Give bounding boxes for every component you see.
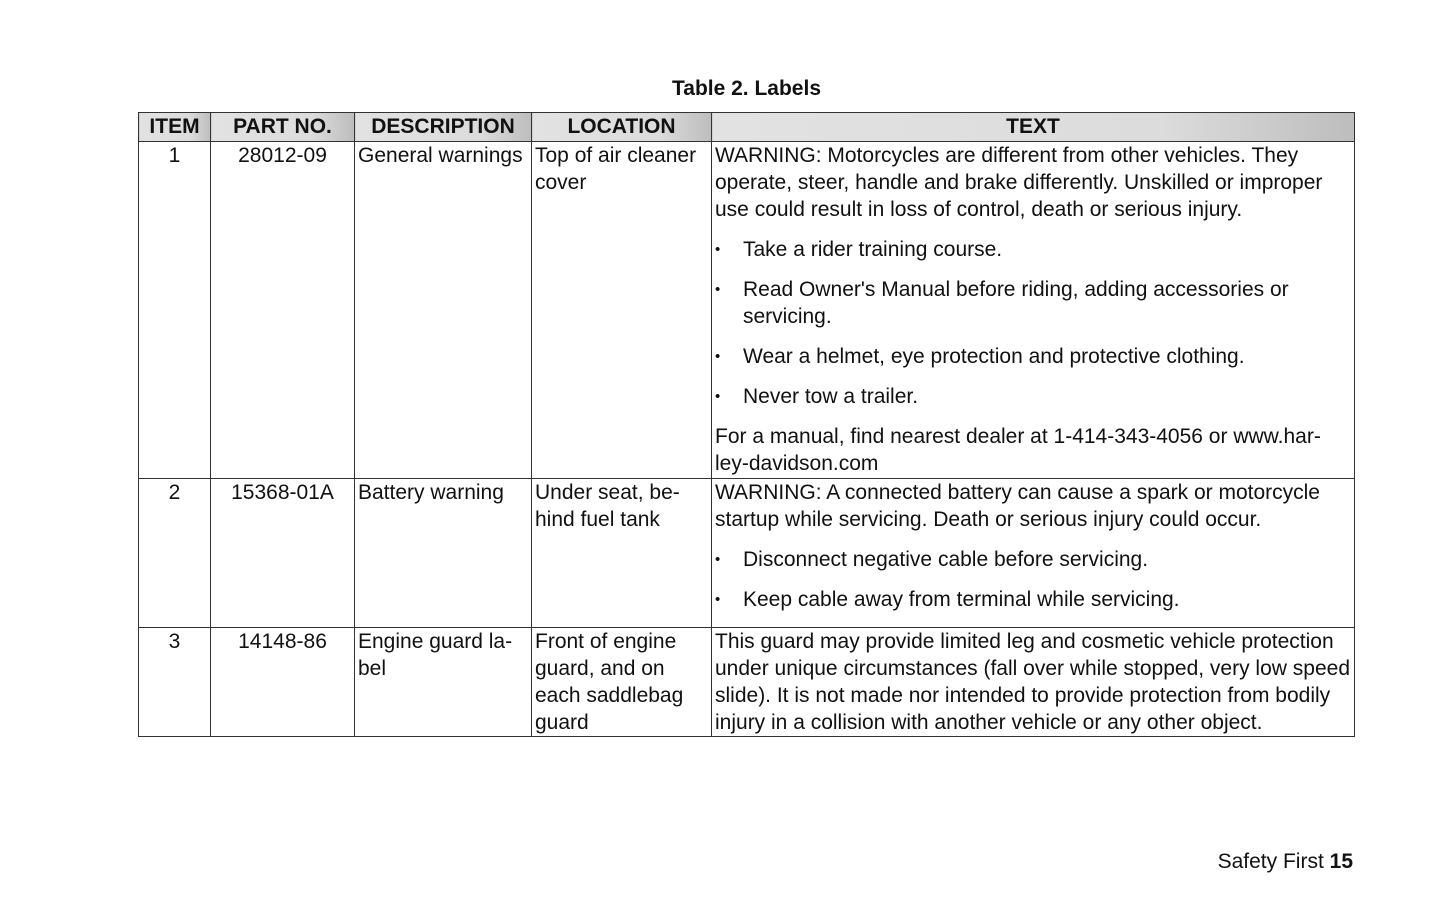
cell-part-no: 15368-01A	[211, 479, 355, 628]
bullet-text: Take a rider training course.	[743, 238, 1003, 261]
bullet-text: Read Owner's Manual before riding, adding accessories or servicing.	[743, 278, 1289, 328]
bullet-item	[715, 343, 1351, 370]
cell-text	[712, 479, 1355, 628]
warning-paragraph: WARNING: A connected battery can cause a spark or motorcycle startup while servicing. Death or serious injury could occur.	[715, 481, 1320, 531]
bullet-item	[715, 276, 1351, 330]
header-location: LOCATION	[532, 113, 712, 142]
bullet-text: Disconnect negative cable before servicing.	[743, 548, 1149, 571]
footer-section-title: Safety First	[1217, 850, 1324, 873]
bullet-item	[715, 236, 1351, 263]
cell-description: Battery warning	[355, 479, 532, 628]
cell-location: Under seat, be-hind fuel tank	[532, 479, 712, 628]
cell-item: 3	[139, 628, 211, 737]
page-footer	[1218, 849, 1353, 875]
bullet-icon: •	[715, 388, 721, 405]
bullet-text: Keep cable away from terminal while servicing.	[743, 588, 1180, 611]
cell-location: Front of engine guard, and on each saddlebag guard	[532, 628, 712, 737]
cell-item: 1	[139, 142, 211, 479]
bullet-icon: •	[715, 591, 721, 608]
cell-part-no: 28012-09	[211, 142, 355, 479]
bullet-icon: •	[715, 348, 721, 365]
table-row	[139, 628, 1355, 737]
bullet-text: Wear a helmet, eye protection and protective clothing.	[743, 345, 1245, 368]
table-row	[139, 142, 1355, 479]
bullet-item	[715, 586, 1351, 613]
header-item: ITEM	[139, 113, 211, 142]
bullet-icon: •	[715, 241, 721, 258]
bullet-icon: •	[715, 281, 721, 298]
bullet-item	[715, 383, 1351, 410]
cell-part-no: 14148-86	[211, 628, 355, 737]
bullet-text: Never tow a trailer.	[743, 385, 919, 408]
table-row	[139, 479, 1355, 628]
cell-location: Top of air cleaner cover	[532, 142, 712, 479]
cell-text	[712, 628, 1355, 737]
manual-info-paragraph: For a manual, find nearest dealer at 1-414-343-4056 or www.har-ley-davidson.com	[715, 425, 1321, 475]
warning-paragraph: WARNING: Motorcycles are different from other vehicles. They operate, steer, handle and brake differently. Unskilled or improper use could result in loss of control, death or serious injury.	[715, 144, 1323, 221]
cell-description: General warnings	[355, 142, 532, 479]
bullet-icon: •	[715, 551, 721, 568]
header-description: DESCRIPTION	[355, 113, 532, 142]
header-part-no: PART NO.	[211, 113, 355, 142]
cell-text	[712, 142, 1355, 479]
bullet-item	[715, 546, 1351, 573]
table-header-row	[139, 113, 1355, 142]
cell-description: Engine guard la-bel	[355, 628, 532, 737]
labels-table	[138, 112, 1355, 737]
header-text: TEXT	[712, 113, 1355, 142]
guard-info-paragraph: This guard may provide limited leg and cosmetic vehicle protection under unique circumstances (fall over while stopped, very low speed slide). It is not made nor intended to provide protection from bodily injury in a collision with another vehicle or any other object.	[715, 630, 1350, 734]
cell-item: 2	[139, 479, 211, 628]
table-title: Table 2. Labels	[672, 77, 821, 100]
page-number: 15	[1329, 850, 1353, 873]
